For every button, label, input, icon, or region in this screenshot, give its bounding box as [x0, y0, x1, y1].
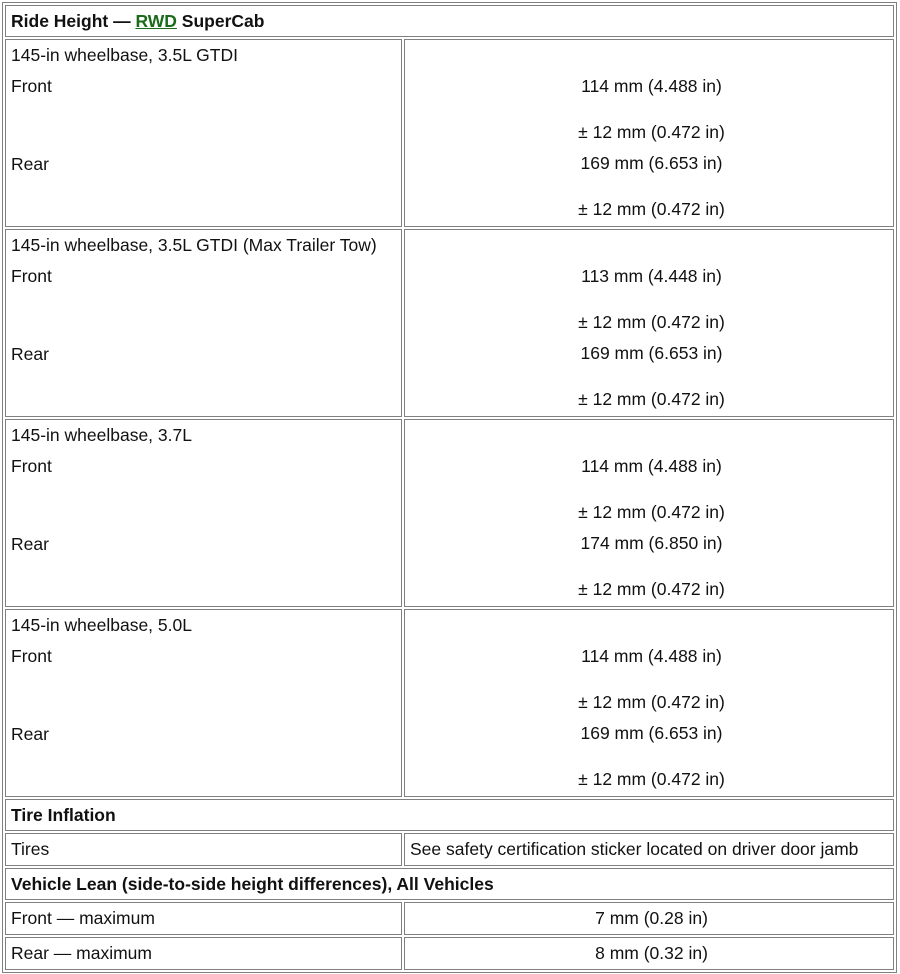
config-row [5, 39, 894, 227]
config-row [5, 609, 894, 797]
rear-value: 169 mm (6.653 in) [580, 723, 723, 743]
rear-label: Rear [11, 534, 49, 554]
front-value: 113 mm (4.448 in) [581, 266, 722, 286]
config-name: 145-in wheelbase, 3.5L GTDI [11, 45, 238, 65]
lean-rear-label: Rear — maximum [5, 937, 402, 970]
lean-row [5, 902, 894, 935]
front-label: Front [11, 456, 52, 476]
front-tolerance: ± 12 mm (0.472 in) [578, 692, 725, 712]
ride-height-header [5, 5, 894, 37]
rear-value: 174 mm (6.850 in) [580, 533, 723, 553]
rear-value: 169 mm (6.653 in) [580, 343, 723, 363]
config-label-cell [5, 609, 402, 797]
vehicle-lean-header: Vehicle Lean (side-to-side height differences), All Vehicles [5, 868, 894, 900]
front-tolerance: ± 12 mm (0.472 in) [578, 312, 725, 332]
config-value-cell [404, 609, 894, 797]
config-name: 145-in wheelbase, 3.7L [11, 425, 192, 445]
ride-height-title-prefix: Ride Height — [11, 11, 136, 31]
front-tolerance: ± 12 mm (0.472 in) [578, 502, 725, 522]
rwd-link[interactable]: RWD [135, 11, 177, 31]
rear-label: Rear [11, 154, 49, 174]
front-label: Front [11, 76, 52, 96]
tires-value: See safety certification sticker located on driver door jamb [404, 833, 894, 866]
tire-row [5, 833, 894, 866]
config-row [5, 419, 894, 607]
config-row [5, 229, 894, 417]
rear-label: Rear [11, 724, 49, 744]
tires-label: Tires [5, 833, 402, 866]
config-value-cell [404, 419, 894, 607]
front-tolerance: ± 12 mm (0.472 in) [578, 122, 725, 142]
rear-tolerance: ± 12 mm (0.472 in) [578, 199, 725, 219]
rear-tolerance: ± 12 mm (0.472 in) [578, 769, 725, 789]
config-name: 145-in wheelbase, 5.0L [11, 615, 192, 635]
config-name: 145-in wheelbase, 3.5L GTDI (Max Trailer Tow) [11, 235, 377, 255]
lean-row [5, 937, 894, 970]
config-label-cell [5, 39, 402, 227]
rear-tolerance: ± 12 mm (0.472 in) [578, 579, 725, 599]
lean-front-label: Front — maximum [5, 902, 402, 935]
specifications-table [2, 2, 897, 973]
config-label-cell [5, 229, 402, 417]
front-value: 114 mm (4.488 in) [581, 456, 722, 476]
lean-rear-value: 8 mm (0.32 in) [404, 937, 894, 970]
front-label: Front [11, 266, 52, 286]
rear-tolerance: ± 12 mm (0.472 in) [578, 389, 725, 409]
ride-height-title-suffix: SuperCab [176, 11, 265, 31]
tire-inflation-header: Tire Inflation [5, 799, 894, 831]
lean-front-value: 7 mm (0.28 in) [404, 902, 894, 935]
config-value-cell [404, 229, 894, 417]
config-label-cell [5, 419, 402, 607]
rear-label: Rear [11, 344, 49, 364]
front-label: Front [11, 646, 52, 666]
config-value-cell [404, 39, 894, 227]
front-value: 114 mm (4.488 in) [581, 76, 722, 96]
front-value: 114 mm (4.488 in) [581, 646, 722, 666]
rear-value: 169 mm (6.653 in) [580, 153, 723, 173]
